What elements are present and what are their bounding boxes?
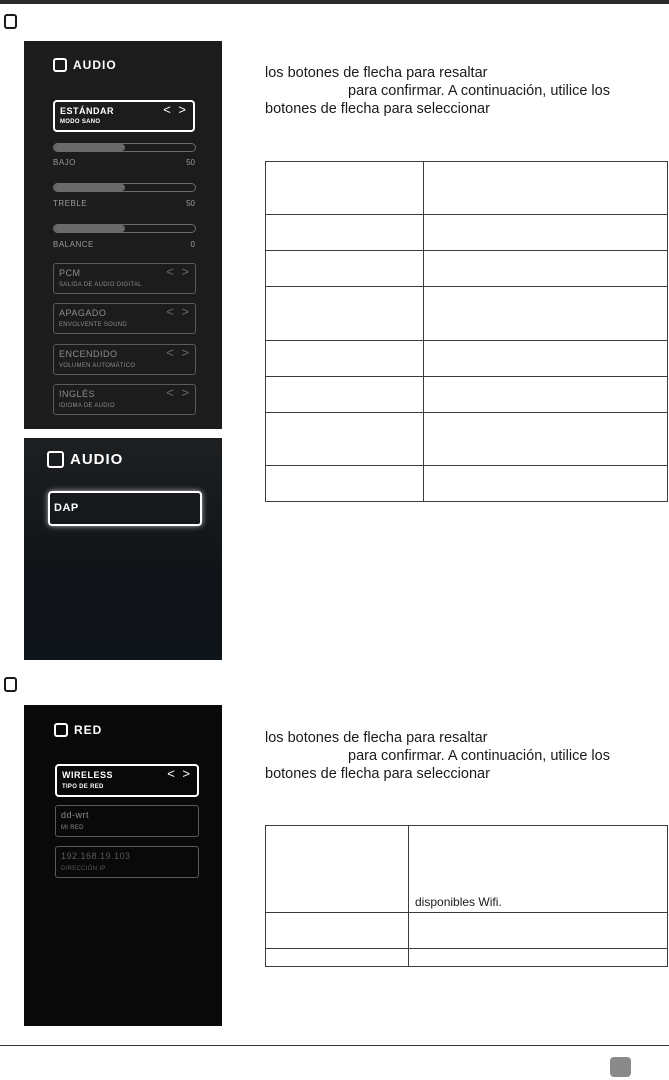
table-cell (266, 949, 409, 967)
audio-instructions: los botones de flecha para resaltar para confirmar. A continuación, utilice los botones de flecha para seleccionar (265, 65, 610, 117)
option-value: APAGADO (59, 308, 107, 318)
table-cell (409, 913, 668, 949)
audio-language-option[interactable] (53, 384, 196, 415)
table-cell (266, 377, 424, 413)
table-cell (266, 215, 424, 251)
top-rule (0, 0, 669, 4)
audio-settings-table (265, 161, 668, 502)
section-marker-icon (4, 677, 17, 692)
menu-checkbox-icon (53, 58, 67, 72)
table-cell (424, 162, 668, 215)
table-cell (409, 949, 668, 967)
audio-dap-screenshot (24, 438, 222, 660)
table-cell (424, 215, 668, 251)
table-cell (424, 287, 668, 341)
option-value: dd-wrt (61, 810, 90, 820)
network-type-label: TIPO DE RED (62, 784, 104, 790)
option-label: VOLUMEN AUTOMÁTICO (59, 363, 136, 369)
network-menu-screenshot (24, 705, 222, 1026)
option-value: 192.168.19.103 (61, 851, 131, 861)
table-cell (266, 251, 424, 287)
table-cell (424, 413, 668, 466)
network-menu-title: RED (54, 723, 102, 737)
bass-slider[interactable] (53, 143, 196, 152)
left-right-arrows-icon: < > (166, 385, 191, 400)
table-cell (266, 413, 424, 466)
option-label: SALIDA DE AUDIO DIGITAL (59, 282, 142, 288)
audio-menu-screenshot (24, 41, 222, 429)
my-network-option[interactable] (55, 805, 199, 837)
wifi-available-text: disponibles Wifi. (415, 895, 502, 909)
table-cell (266, 287, 424, 341)
sound-mode-selector[interactable] (53, 100, 195, 132)
table-cell (409, 826, 668, 913)
option-label: MI RED (61, 825, 84, 831)
treble-label: TREBLE (53, 199, 88, 208)
left-right-arrows-icon: < > (166, 304, 191, 319)
balance-slider-fill (54, 225, 125, 232)
left-right-arrows-icon: < > (166, 345, 191, 360)
ip-address-option[interactable] (55, 846, 199, 878)
treble-slider-fill (54, 184, 125, 191)
table-cell (266, 341, 424, 377)
option-label: DIRECCIÓN IP (61, 866, 106, 872)
table-cell (424, 466, 668, 502)
table-cell (424, 251, 668, 287)
table-cell (424, 341, 668, 377)
treble-value: 50 (186, 199, 195, 208)
table-cell (266, 466, 424, 502)
left-right-arrows-icon: < > (167, 766, 192, 781)
table-cell (266, 913, 409, 949)
menu-checkbox-icon (54, 723, 68, 737)
dap-selector[interactable] (48, 491, 202, 526)
option-label: IDIOMA DE AUDIO (59, 403, 115, 409)
audio-menu-title: AUDIO (53, 58, 117, 72)
table-cell (266, 826, 409, 913)
dap-label: DAP (54, 502, 79, 514)
page-number-badge (610, 1057, 631, 1077)
bass-slider-fill (54, 144, 125, 151)
network-type-selector[interactable] (55, 764, 199, 797)
balance-value: 0 (190, 240, 195, 249)
table-cell (266, 162, 424, 215)
sound-mode-value: ESTÁNDAR (60, 106, 115, 116)
menu-checkbox-icon (47, 451, 64, 468)
bass-label: BAJO (53, 158, 76, 167)
surround-sound-option[interactable] (53, 303, 196, 334)
auto-volume-option[interactable] (53, 344, 196, 375)
option-label: ENVOLVENTE SOUND (59, 322, 128, 328)
treble-slider[interactable] (53, 183, 196, 192)
footer-rule (0, 1045, 669, 1046)
audio-dap-title: AUDIO (47, 451, 123, 468)
option-value: INGLÉS (59, 389, 96, 399)
left-right-arrows-icon: < > (166, 264, 191, 279)
balance-slider[interactable] (53, 224, 196, 233)
option-value: ENCENDIDO (59, 349, 118, 359)
left-right-arrows-icon: < > (163, 102, 188, 117)
network-instructions: los botones de flecha para resaltar para confirmar. A continuación, utilice los botones de flecha para seleccionar (265, 730, 610, 782)
option-value: PCM (59, 268, 81, 278)
digital-audio-output-option[interactable] (53, 263, 196, 294)
balance-label: BALANCE (53, 240, 94, 249)
network-type-value: WIRELESS (62, 770, 114, 780)
bass-value: 50 (186, 158, 195, 167)
table-cell (424, 377, 668, 413)
network-settings-table (265, 825, 668, 967)
section-marker-icon (4, 14, 17, 29)
sound-mode-label: MODO SANO (60, 119, 101, 125)
